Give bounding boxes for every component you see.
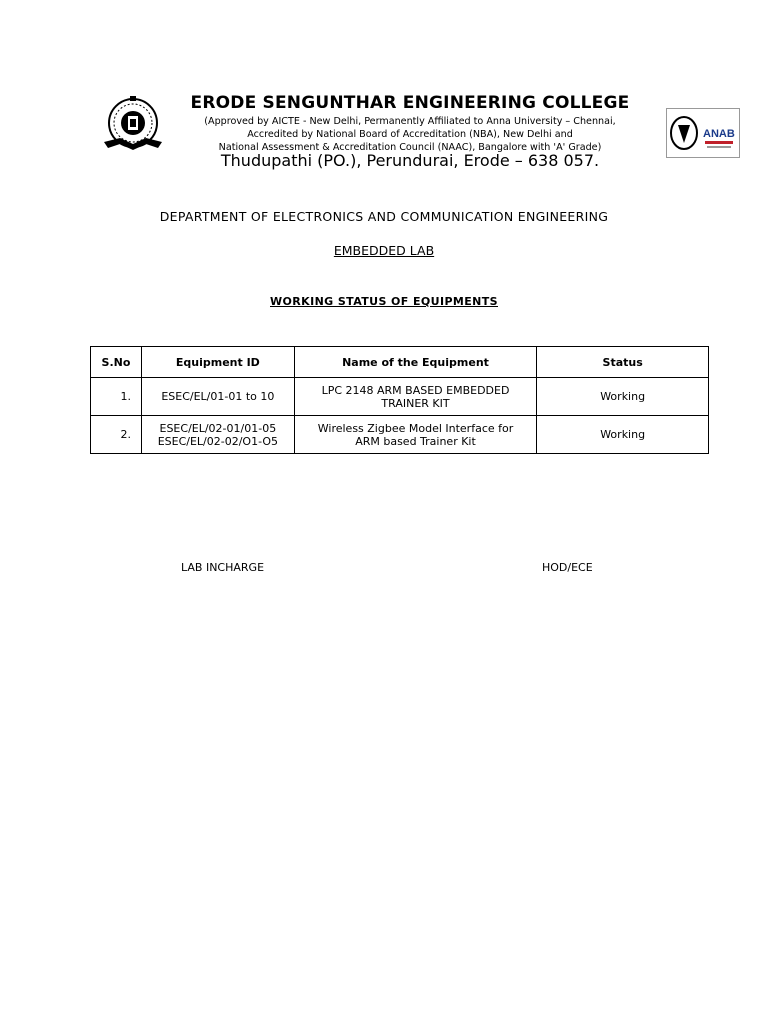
hod-signature-label: HOD/ECE: [542, 561, 593, 574]
column-header-status: Status: [537, 347, 709, 378]
college-name: ERODE SENGUNTHAR ENGINEERING COLLEGE: [190, 93, 630, 113]
section-title: WORKING STATUS OF EQUIPMENTS: [270, 295, 498, 308]
approval-line: (Approved by AICTE - New Delhi, Permanently Affiliated to Anna University – Chennai,: [204, 116, 616, 127]
lab-name: EMBEDDED LAB: [333, 243, 435, 258]
approval-line: National Assessment & Accreditation Council (NAAC), Bangalore with 'A' Grade): [218, 142, 602, 153]
cell-status: Working: [537, 378, 709, 416]
department-title: DEPARTMENT OF ELECTRONICS AND COMMUNICATION ENGINEERING: [159, 209, 609, 224]
table-header-row: [91, 347, 709, 378]
cell-equipment-id: [141, 416, 294, 454]
anab-logo-text: ANAB: [703, 128, 735, 140]
column-header-sno: S.No: [91, 347, 142, 378]
cell-status: Working: [537, 416, 709, 454]
column-header-equipment-name: Name of the Equipment: [294, 347, 537, 378]
equipment-id-line: ESEC/EL/02-01/01-05: [159, 421, 277, 435]
equipment-id-line: ESEC/EL/02-02/O1-O5: [157, 434, 278, 448]
college-emblem-logo: [100, 92, 166, 158]
column-header-equipment-id: Equipment ID: [141, 347, 294, 378]
cell-sno: 1.: [91, 378, 142, 416]
college-address: Thudupathi (PO.), Perundurai, Erode – 638 057.: [220, 151, 600, 170]
approval-line: Accredited by National Board of Accreditation (NBA), New Delhi and: [247, 129, 573, 140]
equipment-name-line: LPC 2148 ARM BASED EMBEDDED: [321, 383, 510, 397]
table-row: [91, 416, 709, 454]
equipment-status-table: [90, 346, 709, 454]
anab-accreditation-logo: [666, 108, 740, 158]
equipment-name-line: TRAINER KIT: [381, 396, 450, 410]
cell-equipment-id: [141, 378, 294, 416]
equipment-name-line: ARM based Trainer Kit: [355, 434, 476, 448]
lab-incharge-signature-label: LAB INCHARGE: [181, 561, 265, 574]
cell-sno: 2.: [91, 416, 142, 454]
table-row: [91, 378, 709, 416]
cell-equipment-name: [294, 378, 537, 416]
equipment-id-line: ESEC/EL/01-01 to 10: [161, 390, 275, 403]
cell-equipment-name: [294, 416, 537, 454]
equipment-name-line: Wireless Zigbee Model Interface for: [317, 421, 514, 435]
approval-text: [180, 115, 640, 154]
